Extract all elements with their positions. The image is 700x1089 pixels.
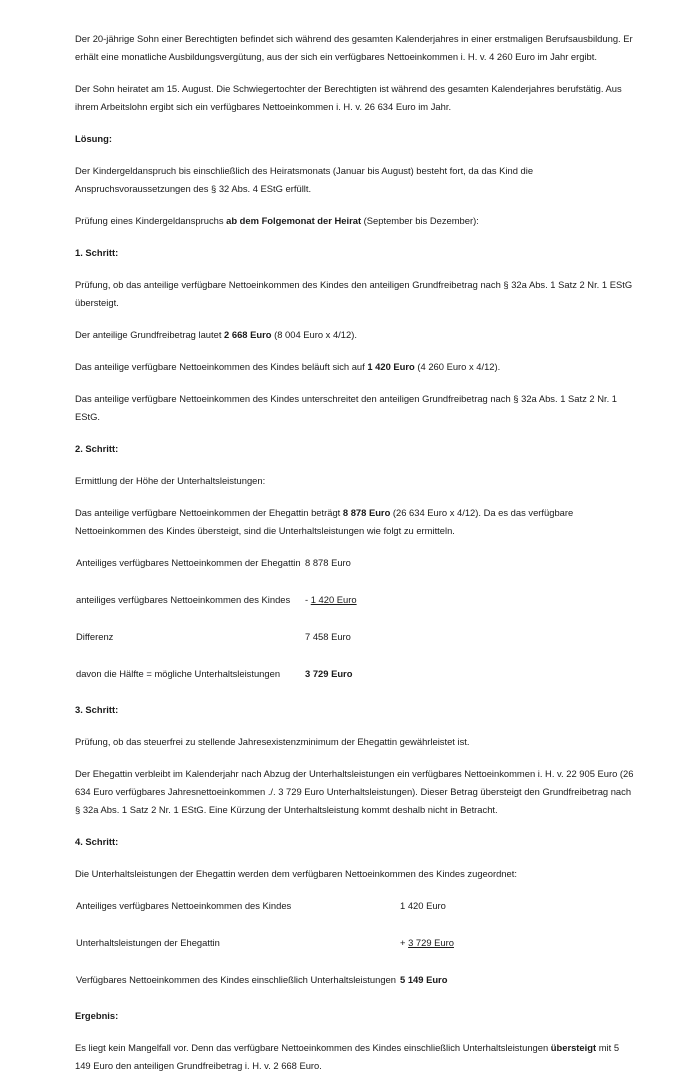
ergebnis-paragraph: Es liegt kein Mangelfall vor. Denn das verfügbare Nettoeinkommen des Kindes einschließlich Unterhaltsleistungen übersteigt mit 5 149 Euro den anteiligen Grundfreibetrag i. H. v. 2 668 Euro. bbox=[75, 1042, 620, 1071]
intro-paragraph-1: Der 20-jährige Sohn einer Berechtigten befindet sich während des gesamten Kalenderjahres in einer erstmaligen Berufsausbildung. Er erhält eine monatliche Ausbildungsvergütung, aus der sich ein verfügbares Nettoeinkommen i. H. v. 4 260 Euro im Jahr ergibt. bbox=[75, 33, 633, 62]
step2-heading: 2. Schritt: bbox=[75, 443, 119, 454]
loesung-paragraph-1: Der Kindergeldanspruch bis einschließlich des Heiratsmonats (Januar bis August) besteht fort, da das Kind die Anspruchsvoraussetzungen des § 32 Abs. 4 EStG erfüllt. bbox=[75, 165, 534, 194]
table-row: anteiliges verfügbares Nettoeinkommen des Kindes - 1 420 Euro bbox=[76, 594, 357, 605]
loesung-paragraph-2: Prüfung eines Kindergeldanspruchs ab dem Folgemonat der Heirat (September bis Dezember): bbox=[75, 215, 479, 226]
document-page bbox=[75, 30, 635, 1089]
step1-paragraph-3: Das anteilige verfügbare Nettoeinkommen des Kindes beläuft sich auf 1 420 Euro (4 260 Euro x 4/12). bbox=[75, 361, 501, 372]
step1-paragraph-2: Der anteilige Grundfreibetrag lautet 2 668 Euro (8 004 Euro x 4/12). bbox=[75, 329, 357, 340]
table-row: Anteiliges verfügbares Nettoeinkommen der Ehegattin 8 878 Euro bbox=[76, 557, 351, 568]
loesung-heading: Lösung: bbox=[75, 133, 112, 144]
table-row: davon die Hälfte = mögliche Unterhaltsleistungen 3 729 Euro bbox=[76, 668, 353, 679]
table-row: Anteiliges verfügbares Nettoeinkommen des Kindes 1 420 Euro bbox=[76, 900, 446, 911]
intro-paragraph-2: Der Sohn heiratet am 15. August. Die Schwiegertochter der Berechtigten ist während des gesamten Kalenderjahres berufstätig. Aus ihrem Arbeitslohn ergibt sich ein verfügbares Nettoeinkommen i. H. v. 26 634 Euro im Jahr. bbox=[75, 83, 622, 112]
step4-calculation-table bbox=[75, 897, 635, 989]
step2-paragraph-2: Das anteilige verfügbare Nettoeinkommen der Ehegattin beträgt 8 878 Euro (26 634 Euro x 4/12). Da es das verfügbare Nettoeinkommen des Kindes übersteigt, sind die Unterhaltsleistungen wie folgt zu ermitteln. bbox=[75, 507, 574, 536]
step1-paragraph-1: Prüfung, ob das anteilige verfügbare Nettoeinkommen des Kindes den anteiligen Grundfreibetrag nach § 32a Abs. 1 Satz 2 Nr. 1 EStG übersteigt. bbox=[75, 279, 633, 308]
step4-paragraph-1: Die Unterhaltsleistungen der Ehegattin werden dem verfügbaren Nettoeinkommen des Kindes zugeordnet: bbox=[75, 868, 517, 879]
table-row: Verfügbares Nettoeinkommen des Kindes einschließlich Unterhaltsleistungen 5 149 Euro bbox=[76, 974, 448, 985]
step3-paragraph-1: Prüfung, ob das steuerfrei zu stellende Jahresexistenzminimum der Ehegattin gewährleistet ist. bbox=[75, 736, 470, 747]
ergebnis-heading: Ergebnis: bbox=[75, 1010, 119, 1021]
loesung-bold: ab dem Folgemonat der Heirat bbox=[226, 215, 362, 226]
step3-paragraph-2: Der Ehegattin verbleibt im Kalenderjahr nach Abzug der Unterhaltsleistungen ein verfügbares Nettoeinkommen i. H. v. 22 905 Euro (26 634 Euro verfügbares Jahresnettoeinkommen ./. 3 729 Euro Unterhaltsleistungen). Dieser Betrag übersteigt den Grundfreibetrag nach § 32a Abs. 1 Satz 2 Nr. 1 EStG. Eine Kürzung der Unterhaltsleistung kommt deshalb nicht in Betracht. bbox=[75, 768, 634, 815]
step4-heading: 4. Schritt: bbox=[75, 836, 119, 847]
step1-heading: 1. Schritt: bbox=[75, 247, 119, 258]
step2-paragraph-1: Ermittlung der Höhe der Unterhaltsleistungen: bbox=[75, 475, 266, 486]
step2-calculation-table bbox=[75, 554, 635, 683]
step3-heading: 3. Schritt: bbox=[75, 704, 119, 715]
step1-paragraph-4: Das anteilige verfügbare Nettoeinkommen des Kindes unterschreitet den anteiligen Grundfreibetrag nach § 32a Abs. 1 Satz 2 Nr. 1 EStG. bbox=[75, 393, 617, 422]
table-row: Differenz 7 458 Euro bbox=[76, 631, 351, 642]
table-row: Unterhaltsleistungen der Ehegattin + 3 729 Euro bbox=[76, 937, 454, 948]
